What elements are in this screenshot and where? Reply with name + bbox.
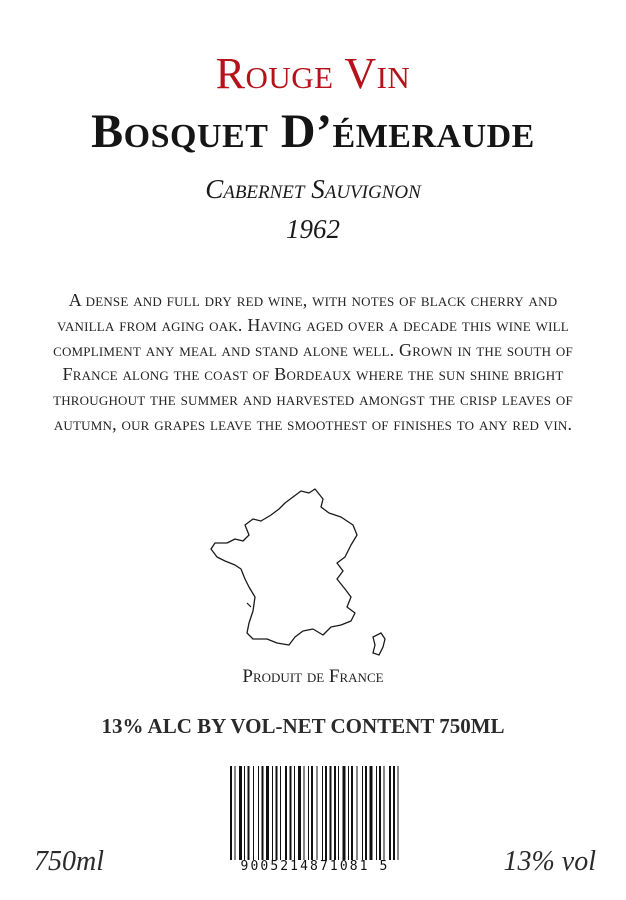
barcode-bar: [253, 766, 254, 860]
barcode-bar: [370, 766, 373, 860]
barcode-bar: [290, 766, 292, 860]
barcode-bar: [294, 766, 295, 860]
barcode-bar: [357, 766, 358, 860]
barcode-bar: [262, 766, 264, 860]
wine-name: Bosquet D’émeraude: [91, 105, 535, 158]
barcode-bar: [365, 766, 367, 860]
barcode-bar: [280, 766, 281, 860]
barcode-bar: [330, 766, 332, 860]
barcode-bar: [298, 766, 301, 860]
abv-label: 13% vol: [503, 846, 596, 877]
barcode-bar: [248, 766, 250, 860]
barcode-bar: [258, 766, 259, 860]
barcode-bar: [362, 766, 363, 860]
barcode-icon: [228, 766, 402, 860]
brand-name: Rouge Vin: [215, 49, 411, 98]
barcode-bar: [343, 766, 346, 860]
barcode-bar: [244, 766, 245, 860]
alcohol-content: 13% ALC BY VOL-NET CONTENT 750ML: [101, 714, 505, 738]
barcode-bar: [325, 766, 327, 860]
barcode-bar: [311, 766, 313, 860]
barcode-bar: [384, 766, 385, 860]
barcode-bar: [389, 766, 391, 860]
barcode-bar: [351, 766, 353, 860]
wine-description: A dense and full dry red wine, with notes of black cherry and vanilla from aging oak. Having aged over a decade this wine will compliment any meal and stand alone well. Grown in the south of France along the coast of Bordeaux where the sun shine bright throughout the summer and harvested amongst the crisp leaves of autumn, our grapes leave the smoothest of finishes to any red vin.: [53, 290, 573, 434]
barcode-bar: [338, 766, 339, 860]
barcode-bar: [348, 766, 349, 860]
barcode-bar: [235, 766, 236, 860]
barcode-bar: [334, 766, 336, 860]
barcode-bar: [393, 766, 395, 860]
barcode-bar: [376, 766, 377, 860]
barcode-bar: [379, 766, 381, 860]
origin-text: Produit de France: [242, 666, 384, 687]
barcode-bar: [276, 766, 278, 860]
volume-label: 750ml: [34, 846, 104, 877]
barcode-bar: [285, 766, 287, 860]
barcode-bar: [239, 766, 242, 860]
barcode-bar: [322, 766, 323, 860]
barcode-bar: [230, 766, 232, 860]
barcode-bar: [304, 766, 305, 860]
barcode-number: 9005214871081 5: [240, 859, 390, 874]
vintage-year: 1962: [286, 214, 340, 244]
varietal: Cabernet Sauvignon: [205, 174, 421, 204]
barcode-bar: [266, 766, 269, 860]
france-outline-map-icon: [205, 485, 400, 660]
barcode-bar: [308, 766, 309, 860]
barcode-bar: [272, 766, 273, 860]
barcode-bar: [398, 766, 399, 860]
barcode-bar: [317, 766, 318, 860]
